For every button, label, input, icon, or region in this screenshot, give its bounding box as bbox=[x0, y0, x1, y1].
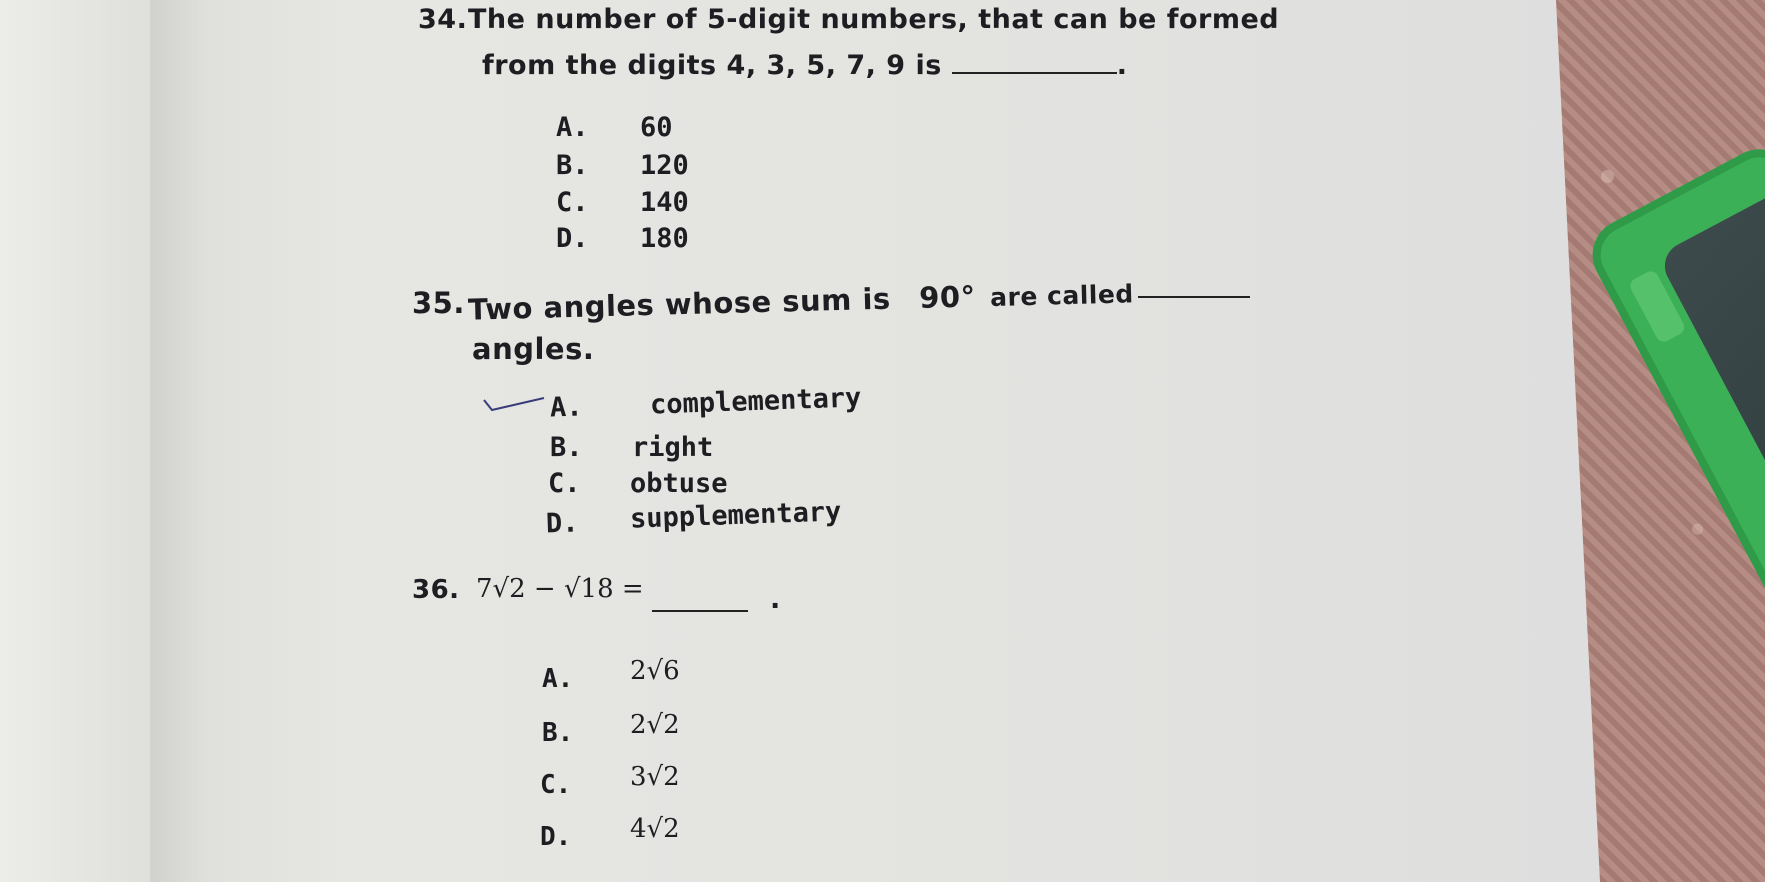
q36-option-d-text: 4√2 bbox=[630, 814, 680, 844]
q35-option-a-letter: A. bbox=[549, 391, 584, 424]
q34-line1: The number of 5-digit numbers, that can be formed bbox=[468, 4, 1280, 35]
q35-option-b-text: right bbox=[632, 432, 714, 463]
q35-number: 35. bbox=[412, 286, 465, 320]
q35-option-c-letter: C. bbox=[548, 468, 581, 499]
q34-option-b-text: 120 bbox=[640, 150, 689, 181]
q34-line2-text: from the digits 4, 3, 5, 7, 9 is bbox=[482, 50, 942, 81]
q34-option-d-text: 180 bbox=[640, 223, 689, 254]
q34-end-punct: . bbox=[1116, 50, 1128, 81]
q36-answer-blank bbox=[652, 610, 748, 612]
q36-option-a-letter: A. bbox=[542, 664, 574, 694]
page-fold-shadow bbox=[150, 0, 210, 882]
q34-option-a-letter: A. bbox=[556, 112, 589, 143]
q35-line2: angles. bbox=[472, 332, 595, 366]
q34-option-a-text: 60 bbox=[640, 112, 673, 143]
q36-expression: 7√2 − √18 = bbox=[476, 574, 644, 604]
q34-line2 bbox=[482, 50, 1127, 81]
q35-line1-end: are called bbox=[989, 279, 1135, 313]
q36-option-b-text: 2√2 bbox=[630, 710, 680, 740]
q35-option-c-text: obtuse bbox=[630, 468, 728, 499]
q36-option-b-letter: B. bbox=[542, 718, 574, 748]
q35-line1-text: Two angles whose sum is bbox=[467, 281, 892, 327]
q34-option-c-text: 140 bbox=[640, 187, 689, 218]
q34-option-b-letter: B. bbox=[556, 150, 589, 181]
q34-option-c-letter: C. bbox=[556, 187, 589, 218]
q35-angle: 90° bbox=[918, 279, 977, 315]
q35-option-d-text: supplementary bbox=[629, 496, 842, 535]
q35-option-a-text: complementary bbox=[649, 382, 862, 421]
q35-option-d-letter: D. bbox=[545, 507, 580, 540]
q36-option-c-letter: C. bbox=[540, 770, 572, 800]
checkmark-icon bbox=[482, 396, 547, 420]
q36-number: 36. bbox=[412, 575, 460, 605]
q36-option-c-text: 3√2 bbox=[630, 762, 680, 792]
q34-option-d-letter: D. bbox=[556, 223, 589, 254]
q35-option-b-letter: B. bbox=[550, 432, 583, 463]
q36-end-punct: . bbox=[770, 584, 781, 615]
q35-answer-blank bbox=[1138, 296, 1250, 298]
q34-number: 34. bbox=[418, 4, 468, 35]
q34-answer-blank bbox=[952, 72, 1117, 74]
q36-option-a-text: 2√6 bbox=[630, 656, 680, 686]
q36-option-d-letter: D. bbox=[540, 822, 572, 852]
